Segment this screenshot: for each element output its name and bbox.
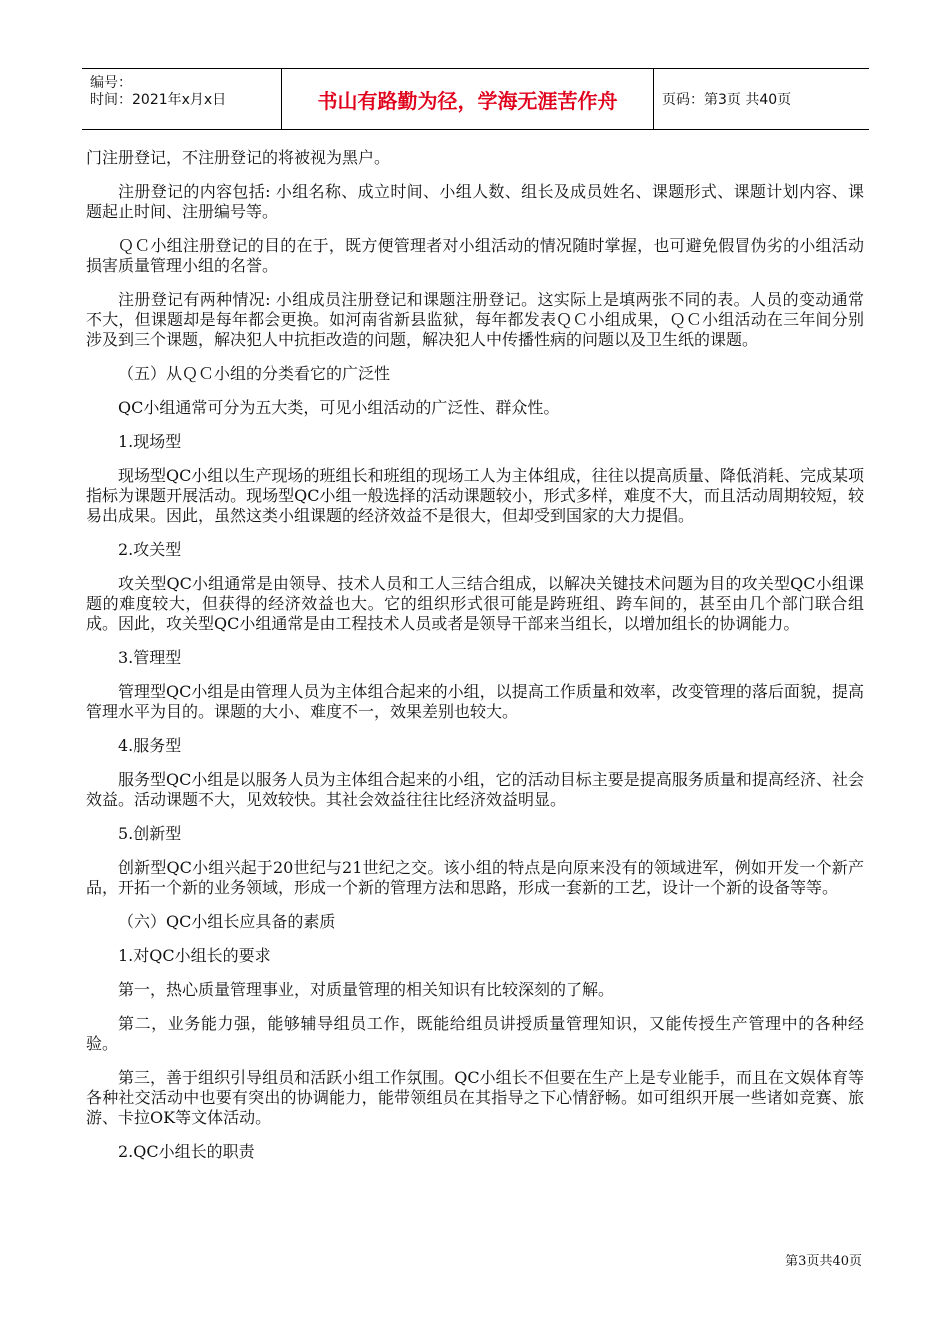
paragraph: 创新型QC小组兴起于20世纪与21世纪之交。该小组的特点是向原来没有的领域进军，例如开发一个新产品，开拓一个新的业务领域，形成一个新的管理方法和思路，形成一套新的工艺，设计一个新的设备等等。 (86, 858, 864, 897)
subsection-heading: 3.管理型 (118, 648, 182, 667)
subsection-heading: 5.创新型 (118, 824, 182, 843)
subsection-heading: 2.攻关型 (118, 540, 182, 559)
document-body (86, 148, 864, 1162)
paragraph: 注册登记的内容包括: 小组名称、成立时间、小组人数、组长及成员姓名、课题形式、课题计划内容、课题起止时间、注册编号等。 (86, 182, 864, 221)
page-header (82, 68, 869, 130)
paragraph: 门注册登记，不注册登记的将被视为黑户。 (86, 148, 391, 167)
paragraph: QC小组通常可分为五大类，可见小组活动的广泛性、群众性。 (118, 398, 560, 417)
subsection-heading: 2.QC小组长的职责 (118, 1142, 255, 1161)
paragraph: 注册登记有两种情况: 小组成员注册登记和课题注册登记。这实际上是填两张不同的表。人员的变动通常不大，但课题却是每年都会更换。如河南省新县监狱，每年都发表ＱＣ小组成果，ＱＣ小组活动在三年间分别涉及到三个课题，解决犯人中抗拒改造的问题，解决犯人中传播性病的问题以及卫生纸的课题。 (86, 290, 864, 349)
paragraph: 第二，业务能力强，能够辅导组员工作，既能给组员讲授质量管理知识，又能传授生产管理中的各种经验。 (86, 1014, 864, 1053)
subsection-heading: 1.对QC小组长的要求 (118, 946, 271, 965)
header-motto: 书山有路勤为径，学海无涯苦作舟 (282, 69, 654, 129)
paragraph: ＱＣ小组注册登记的目的在于，既方便管理者对小组活动的情况随时掌握，也可避免假冒伪劣的小组活动损害质量管理小组的名誉。 (86, 236, 864, 275)
section-heading: （五）从ＱＣ小组的分类看它的广泛性 (118, 364, 391, 383)
paragraph: 攻关型QC小组通常是由领导、技术人员和工人三结合组成，以解决关键技术问题为目的攻关型QC小组课题的难度较大，但获得的经济效益也大。它的组织形式很可能是跨班组、跨车间的，甚至由几个部门联合组成。因此，攻关型QC小组通常是由工程技术人员或者是领导干部来当组长，以增加组长的协调能力。 (86, 574, 864, 633)
subsection-heading: 1.现场型 (118, 432, 182, 451)
document-number-label: 编号： (90, 75, 132, 91)
header-meta (82, 69, 282, 129)
document-date-label: 时间：2021年x月x日 (90, 92, 227, 108)
paragraph: 管理型QC小组是由管理人员为主体组合起来的小组，以提高工作质量和效率，改变管理的落后面貌，提高管理水平为目的。课题的大小、难度不一，效果差别也较大。 (86, 682, 864, 721)
paragraph: 第三，善于组织引导组员和活跃小组工作氛围。QC小组长不但要在生产上是专业能手，而且在文娱体育等各种社交活动中也要有突出的协调能力，能带领组员在其指导之下心情舒畅。如可组织开展一些诸如竞赛、旅游、卡拉OK等文体活动。 (86, 1068, 864, 1127)
section-heading: （六）QC小组长应具备的素质 (118, 912, 336, 931)
paragraph: 第一，热心质量管理事业，对质量管理的相关知识有比较深刻的了解。 (118, 980, 615, 999)
paragraph: 现场型QC小组以生产现场的班组长和班组的现场工人为主体组成，往往以提高质量、降低消耗、完成某项指标为课题开展活动。现场型QC小组一般选择的活动课题较小，形式多样，难度不大，而且活动周期较短，较易出成果。因此，虽然这类小组课题的经济效益不是很大，但却受到国家的大力提倡。 (86, 466, 864, 525)
header-page-number: 页码：第3页 共40页 (662, 92, 792, 108)
subsection-heading: 4.服务型 (118, 736, 182, 755)
page-footer: 第3页共40页 (785, 1254, 862, 1269)
paragraph: 服务型QC小组是以服务人员为主体组合起来的小组，它的活动目标主要是提高服务质量和提高经济、社会效益。活动课题不大，见效较快。其社会效益往往比经济效益明显。 (86, 770, 864, 809)
